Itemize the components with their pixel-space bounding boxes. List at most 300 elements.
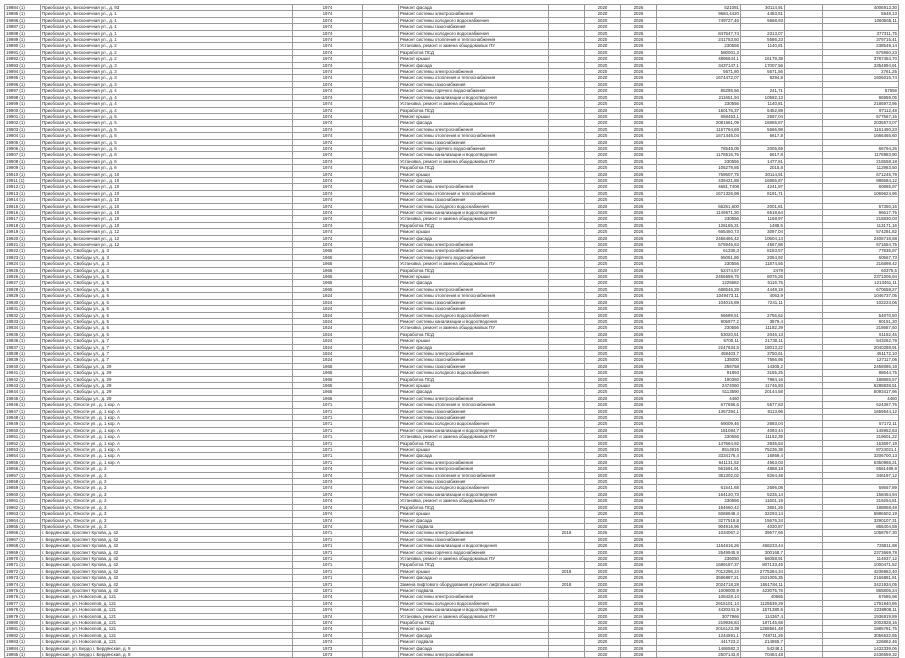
year-from-cell: 2020 xyxy=(585,49,621,55)
year-from-cell: 2020 xyxy=(585,581,621,587)
year-to-cell: 2026 xyxy=(621,11,657,17)
total-cell: 3421934,05 xyxy=(823,581,899,587)
total-cell: 1606015,74 xyxy=(823,75,899,81)
year-from-cell: 2020 xyxy=(585,511,621,517)
build-year-cell: 1971 xyxy=(293,453,363,459)
build-year-cell: 1974 xyxy=(293,81,363,87)
row-id-cell: 19948 (1) xyxy=(5,415,41,421)
amount-cell: 6617,8 xyxy=(741,133,785,139)
row-id-cell: 19914 (1) xyxy=(5,197,41,203)
year-from-cell: 2020 xyxy=(585,222,621,228)
cost-cell: 6069948,4 xyxy=(657,511,741,517)
work-type-cell: Разработка ПСД xyxy=(399,107,549,113)
amount-cell: 2775284,34 xyxy=(741,568,785,574)
amount-cell: 10604,14 xyxy=(741,235,785,241)
year-to-cell: 2026 xyxy=(621,440,657,446)
total-cell: 671245,79 xyxy=(823,171,899,177)
build-year-cell: 1974 xyxy=(293,216,363,222)
cost-cell: 62474,57 xyxy=(657,267,741,273)
total-cell: 2373669,78 xyxy=(823,549,899,555)
cost-cell: 126185,31 xyxy=(657,222,741,228)
amount-cell: 4030,87 xyxy=(741,523,785,529)
year-to-cell: 2026 xyxy=(621,338,657,344)
address-cell: Приобская ул., Бесконечная ул., д. 12 xyxy=(41,242,293,248)
cost-cell: 521081 xyxy=(657,5,741,11)
year-from-cell: 2020 xyxy=(585,504,621,510)
row-id-cell: 19955 (1) xyxy=(5,459,41,465)
total-cell: 57559 xyxy=(823,88,899,94)
year-from-cell: 2020 xyxy=(585,440,621,446)
year-from-cell: 2020 xyxy=(585,274,621,280)
year-from-cell: 2020 xyxy=(585,338,621,344)
row-id-cell: 19960 (1) xyxy=(5,491,41,497)
year-to-cell: 2026 xyxy=(621,261,657,267)
cost-cell: 4896644,1 xyxy=(657,56,741,62)
row-id-cell: 19993 (1) xyxy=(5,62,41,68)
amount-cell: 300168,7 xyxy=(741,549,785,555)
amount-cell: 70484,48 xyxy=(741,652,785,658)
data-table xyxy=(4,4,899,658)
build-year-cell: 1924 xyxy=(293,325,363,331)
total-cell: 2035573,07 xyxy=(823,120,899,126)
cost-cell: 658453,1 xyxy=(657,113,741,119)
build-year-cell: 1924 xyxy=(293,338,363,344)
address-cell: г. Бердянская, проспект Кулова, д. 42 xyxy=(41,581,293,587)
amount-cell: 8163,57 xyxy=(741,248,785,254)
total-cell: 188858,49 xyxy=(823,504,899,510)
year-to-cell: 2026 xyxy=(621,293,657,299)
year-to-cell: 2026 xyxy=(621,5,657,11)
address-cell: Приобская ул., Бесконечная ул., д. 2 xyxy=(41,43,293,49)
work-type-cell: Ремонт фасада xyxy=(399,235,549,241)
amount-cell: 5668,93 xyxy=(741,17,785,23)
work-type-cell: Ремонт фасада xyxy=(399,632,549,638)
total-cell: 1069624,96 xyxy=(823,190,899,196)
work-type-cell: Ремонт системы электроснабжения xyxy=(399,248,549,254)
total-cell: 5886502,19 xyxy=(823,511,899,517)
total-cell: 4460 xyxy=(823,395,899,401)
cost-cell: 108428,14 xyxy=(657,594,741,600)
total-cell: 1060565,11 xyxy=(823,17,899,23)
cost-cell: 2247634,5 xyxy=(657,344,741,350)
work-type-cell: Установка, ремонт и замена общедомовых ПУ xyxy=(399,158,549,164)
year-from-cell: 2020 xyxy=(585,11,621,17)
build-year-cell: 1974 xyxy=(293,101,363,107)
year-to-cell: 2026 xyxy=(621,81,657,87)
year-from-cell: 2020 xyxy=(585,447,621,453)
year-from-cell: 2020 xyxy=(585,145,621,151)
year-from-cell: 2020 xyxy=(585,555,621,561)
work-type-cell: Ремонт фасада xyxy=(399,453,549,459)
build-year-cell: 1924 xyxy=(293,306,363,312)
cost-cell: 1049473,11 xyxy=(657,293,741,299)
year-to-cell: 2026 xyxy=(621,139,657,145)
address-cell: Приобская ул., Бесконечная ул., д. 3 xyxy=(41,69,293,75)
year-from-cell: 2020 xyxy=(585,69,621,75)
row-id-cell: 19969 (1) xyxy=(5,549,41,555)
total-cell: 1659544,12 xyxy=(823,408,899,414)
year-to-cell: 2026 xyxy=(621,389,657,395)
amount-cell: 11601,19 xyxy=(741,498,785,504)
build-year-cell: 1974 xyxy=(293,152,363,158)
amount-cell: 2046,13 xyxy=(741,331,785,337)
amount-cell: 3155,25 xyxy=(741,370,785,376)
total-cell: 1432339,06 xyxy=(823,645,899,651)
amount-cell: 4093,44 xyxy=(741,427,785,433)
year-from-cell: 2020 xyxy=(585,632,621,638)
address-cell: Приобская ул., Юности ул., д. 1 кор. А xyxy=(41,447,293,453)
year-to-cell: 2026 xyxy=(621,222,657,228)
address-cell: г. Бердянская, проспект Кулова, д. 42 xyxy=(41,562,293,568)
total-cell: 1213461,11 xyxy=(823,280,899,286)
row-id-cell: 19980 (1) xyxy=(5,620,41,626)
address-cell: Приобская ул., Бесконечная ул., д. 1 xyxy=(41,37,293,43)
year-to-cell: 2026 xyxy=(621,254,657,260)
work-type-cell: Ремонт системы холодного водоснабжения xyxy=(399,30,549,36)
year-to-cell: 2026 xyxy=(621,421,657,427)
work-type-cell: Ремонт системы горячего водоснабжения xyxy=(399,88,549,94)
work-type-cell: Ремонт системы газоснабжения xyxy=(399,197,549,203)
cost-cell: 9684,4420 xyxy=(657,11,741,17)
total-cell: 379715,41 xyxy=(823,37,899,43)
year-from-cell: 2020 xyxy=(585,453,621,459)
amount-cell: 8264,48 xyxy=(741,472,785,478)
build-year-cell: 1974 xyxy=(293,5,363,11)
work-type-cell: Ремонт системы газоснабжения xyxy=(399,363,549,369)
amount-cell: 2479 xyxy=(741,267,785,273)
row-id-cell: 19979 (1) xyxy=(5,613,41,619)
work-type-cell: Ремонт системы электроснабжения xyxy=(399,242,549,248)
total-cell: 3056532,65 xyxy=(823,632,899,638)
year-from-cell: 2020 xyxy=(585,415,621,421)
work-type-cell: Ремонт системы отопления и теплоснабжения xyxy=(399,293,549,299)
build-year-cell: 1974 xyxy=(293,69,363,75)
year-from-cell: 2020 xyxy=(585,357,621,363)
year-to-cell: 2026 xyxy=(621,203,657,209)
work-type-cell: Ремонт системы электроснабжения xyxy=(399,466,549,472)
cost-cell: 230556 xyxy=(657,43,741,49)
cost-cell: 69009,46 xyxy=(657,421,741,427)
row-id-cell: 19927 (1) xyxy=(5,280,41,286)
year-from-cell: 2020 xyxy=(585,485,621,491)
amount-cell: 11182,39 xyxy=(741,325,785,331)
year-from-cell: 2020 xyxy=(585,382,621,388)
cost-cell: 3334176,4 xyxy=(657,453,741,459)
build-year-cell: 1971 xyxy=(293,549,363,555)
amount-cell: 1488,5 xyxy=(741,222,785,228)
amount-cell: 11182,39 xyxy=(741,434,785,440)
year-to-cell: 2026 xyxy=(621,575,657,581)
cost-cell: 4681,7408 xyxy=(657,184,741,190)
cost-cell: 190360 xyxy=(657,376,741,382)
year-to-cell: 2026 xyxy=(621,402,657,408)
row-id-cell: 19957 (1) xyxy=(5,472,41,478)
amount-cell: 39677,66 xyxy=(741,530,785,536)
total-cell: 67685,98 xyxy=(823,594,899,600)
build-year-cell: 1924 xyxy=(293,350,363,356)
address-cell: Приобская ул., Свободы ул., д. 29 xyxy=(41,376,293,382)
year-from-cell: 2020 xyxy=(585,408,621,414)
address-cell: Приобская ул., Юности ул., д. 1 кор. А xyxy=(41,459,293,465)
work-type-cell: Ремонт системы канализации и водоотведения xyxy=(399,152,549,158)
address-cell: Приобская ул., Юности ул., д. 1 кор. А xyxy=(41,427,293,433)
year-from-cell: 2020 xyxy=(585,620,621,626)
total-cell: 1936919,89 xyxy=(823,613,899,619)
total-cell: 54870,50 xyxy=(823,312,899,318)
work-type-cell: Разработка ПСД xyxy=(399,222,549,228)
amount-cell: 8113,96 xyxy=(741,408,785,414)
address-cell: Приобская ул., Юности ул., д. 3 xyxy=(41,504,293,510)
build-year-cell: 1974 xyxy=(293,177,363,183)
year-from-cell: 2020 xyxy=(585,5,621,11)
total-cell: 216898,42 xyxy=(823,261,899,267)
year-to-cell: 2026 xyxy=(621,632,657,638)
amount-cell: 16865,87 xyxy=(741,177,785,183)
cost-cell: 1244591,1 xyxy=(657,632,741,638)
row-id-cell: 19984 (1) xyxy=(5,645,41,651)
work-type-cell: Ремонт системы канализации и водоотведения xyxy=(399,318,549,324)
cost-cell: 1367394,1 xyxy=(657,408,741,414)
row-id-cell: 19956 (1) xyxy=(5,466,41,472)
year-from-cell: 2020 xyxy=(585,242,621,248)
year-to-cell: 2026 xyxy=(621,536,657,542)
total-cell: 377311,75 xyxy=(823,30,899,36)
total-cell: 77835,97 xyxy=(823,248,899,254)
row-id-cell: 19906 (1) xyxy=(5,145,41,151)
address-cell: Приобская ул., Бесконечная ул., д. 10 xyxy=(41,210,293,216)
row-id-cell: 19910 (1) xyxy=(5,171,41,177)
work-type-cell: Установка, ремонт и замена общедомовых ПУ xyxy=(399,555,549,561)
total-cell: 1791940,86 xyxy=(823,600,899,606)
total-cell: 57172,11 xyxy=(823,421,899,427)
amount-cell: 16865,87 xyxy=(741,120,785,126)
total-cell: 451172,10 xyxy=(823,350,899,356)
year-from-cell: 2020 xyxy=(585,376,621,382)
total-cell: 60885,97 xyxy=(823,184,899,190)
year-to-cell: 2026 xyxy=(621,69,657,75)
work-type-cell: Разработка ПСД xyxy=(399,165,549,171)
year-from-cell: 2020 xyxy=(585,171,621,177)
year-to-cell: 2026 xyxy=(621,408,657,414)
cost-cell: 1486582,3 xyxy=(657,645,741,651)
row-id-cell: 19902 (1) xyxy=(5,120,41,126)
build-year-cell: 1971 xyxy=(293,581,363,587)
work-type-cell: Ремонт фасада xyxy=(399,62,549,68)
year-to-cell: 2026 xyxy=(621,427,657,433)
total-cell: 1058767,30 xyxy=(823,530,899,536)
row-id-cell: 19999 (1) xyxy=(5,101,41,107)
build-year-cell: 1974 xyxy=(293,600,363,606)
build-year-cell: 1971 xyxy=(293,440,363,446)
year-to-cell: 2026 xyxy=(621,312,657,318)
spreadsheet xyxy=(4,4,898,658)
year-from-cell: 2020 xyxy=(585,350,621,356)
year-to-cell: 2026 xyxy=(621,171,657,177)
build-year-cell: 1971 xyxy=(293,421,363,427)
amount-cell: 241,71 xyxy=(741,88,785,94)
address-cell: Приобская ул., Свободы ул., д. 29 xyxy=(41,389,293,395)
total-cell: 1000471,52 xyxy=(823,562,899,568)
build-year-cell: 1974 xyxy=(293,88,363,94)
cost-cell: 905977,2 xyxy=(657,318,741,324)
cost-cell: 230556 xyxy=(657,158,741,164)
total-cell: 188865,57 xyxy=(823,376,899,382)
amount-cell: 2756,62 xyxy=(741,312,785,318)
row-id-cell: 19951 (1) xyxy=(5,434,41,440)
row-id-cell: 19953 (1) xyxy=(5,447,41,453)
cost-cell: 219936,84 xyxy=(657,620,741,626)
address-cell: Приобская ул., Бесконечная ул., д. 5 xyxy=(41,113,293,119)
work-type-cell: Ремонт системы газоснабжения xyxy=(399,81,549,87)
row-id-cell: 19966 (1) xyxy=(5,530,41,536)
build-year-cell: 1974 xyxy=(293,229,363,235)
cost-cell: 2507143,8 xyxy=(657,652,741,658)
total-cell: 145952,63 xyxy=(823,427,899,433)
cost-cell: 66251,600 xyxy=(657,203,741,209)
address-cell: Приобская ул., Бесконечная ул., д. 2 xyxy=(41,49,293,55)
row-id-cell: 19925 (1) xyxy=(5,267,41,273)
year-to-cell: 2026 xyxy=(621,152,657,158)
year-to-cell: 2026 xyxy=(621,587,657,593)
address-cell: Приобская ул., Бесконечная ул., д. 3 xyxy=(41,75,293,81)
address-cell: г. Бердянская, ул. Бердо г. Бердянская, д. 9 xyxy=(41,652,293,658)
year-to-cell: 2026 xyxy=(621,56,657,62)
year-from-cell: 2020 xyxy=(585,126,621,132)
row-id-cell: 19981 (1) xyxy=(5,626,41,632)
year-from-cell: 2020 xyxy=(585,491,621,497)
year-to-cell: 2026 xyxy=(621,530,657,536)
plan-start-cell: 2019 xyxy=(549,530,585,536)
cost-cell: 211651,94 xyxy=(657,94,741,100)
address-cell: г. Бердянская, проспект Кулова, д. 42 xyxy=(41,575,293,581)
year-to-cell: 2026 xyxy=(621,491,657,497)
total-cell: 60567,73 xyxy=(823,254,899,260)
address-cell: Приобская ул., Бесконечная ул., д. 6 xyxy=(41,152,293,158)
year-to-cell: 2026 xyxy=(621,242,657,248)
build-year-cell: 1974 xyxy=(293,17,363,23)
year-to-cell: 2026 xyxy=(621,357,657,363)
year-to-cell: 2026 xyxy=(621,24,657,30)
row-id-cell: 19917 (1) xyxy=(5,216,41,222)
work-type-cell: Ремонт системы электроснабжения xyxy=(399,184,549,190)
row-id-cell: 19947 (1) xyxy=(5,408,41,414)
year-from-cell: 2020 xyxy=(585,536,621,542)
total-cell: 3787454,70 xyxy=(823,56,899,62)
build-year-cell: 1971 xyxy=(293,447,363,453)
address-cell: г. Бердянская, ул. Новоселов, д. 121 xyxy=(41,639,293,645)
build-year-cell: 1971 xyxy=(293,562,363,568)
work-type-cell: Замена лифтового оборудования и ремонт лифтовых шахт xyxy=(399,581,549,587)
cost-cell: 230556 xyxy=(657,101,741,107)
work-type-cell: Ремонт фасада xyxy=(399,177,549,183)
row-id-cell: 19912 (1) xyxy=(5,184,41,190)
year-to-cell: 2026 xyxy=(621,184,657,190)
total-cell: 2166881,81 xyxy=(823,575,899,581)
build-year-cell: 1974 xyxy=(293,639,363,645)
total-cell: 670658,27 xyxy=(823,286,899,292)
plan-start-cell: 2018 xyxy=(549,581,585,587)
year-from-cell: 2020 xyxy=(585,17,621,23)
row-id-cell: 19943 (1) xyxy=(5,382,41,388)
cost-cell: 241753,50 xyxy=(657,37,741,43)
row-id-cell: 19915 (1) xyxy=(5,203,41,209)
address-cell: г. Бердянская, проспект Кулова, д. 42 xyxy=(41,536,293,542)
table-body xyxy=(5,5,899,658)
build-year-cell: 1965 xyxy=(293,267,363,273)
cost-cell: 1225682 xyxy=(657,280,741,286)
work-type-cell: Ремонт системы холодного водоснабжения xyxy=(399,370,549,376)
cost-cell: 230556 xyxy=(657,498,741,504)
year-to-cell: 2026 xyxy=(621,17,657,23)
cost-cell: 230556 xyxy=(657,216,741,222)
work-type-cell: Разработка ПСД xyxy=(399,562,549,568)
address-cell: Приобская ул., Свободы ул., д. 29 xyxy=(41,395,293,401)
row-id-cell: 19932 (1) xyxy=(5,312,41,318)
total-cell: 158454,94 xyxy=(823,491,899,497)
year-from-cell: 2020 xyxy=(585,165,621,171)
amount-cell: 21730,11 xyxy=(741,338,785,344)
year-from-cell: 2020 xyxy=(585,62,621,68)
cost-cell: 1178516,76 xyxy=(657,152,741,158)
work-type-cell: Ремонт крыши xyxy=(399,382,549,388)
address-cell: г. Бердянская, проспект Кулова, д. 42 xyxy=(41,549,293,555)
year-from-cell: 2020 xyxy=(585,639,621,645)
cost-cell: 675945,63 xyxy=(657,242,741,248)
build-year-cell: 1974 xyxy=(293,607,363,613)
build-year-cell: 1973 xyxy=(293,652,363,658)
work-type-cell: Ремонт системы электроснабжения xyxy=(399,459,549,465)
cost-cell: 8514915 xyxy=(657,447,741,453)
year-from-cell: 2020 xyxy=(585,81,621,87)
amount-cell: 15676,34 xyxy=(741,517,785,523)
row-id-cell: 19928 (1) xyxy=(5,286,41,292)
row-id-cell: 19936 (1) xyxy=(5,338,41,344)
year-to-cell: 2026 xyxy=(621,306,657,312)
work-type-cell: Ремонт системы электроснабжения xyxy=(399,594,549,600)
total-cell: 8724021,1 xyxy=(823,447,899,453)
year-to-cell: 2026 xyxy=(621,210,657,216)
build-year-cell: 1974 xyxy=(293,613,363,619)
cost-cell: 441723,2 xyxy=(657,639,741,645)
total-cell: 2040268,91 xyxy=(823,344,899,350)
address-cell: Приобская ул., Бесконечная ул., д. 10 xyxy=(41,184,293,190)
cost-cell: 677656,6 xyxy=(657,402,741,408)
build-year-cell: 1965 xyxy=(293,370,363,376)
amount-cell: 4567,86 xyxy=(741,242,785,248)
build-year-cell: 1924 xyxy=(293,318,363,324)
cost-cell: 665460,73 xyxy=(657,229,741,235)
work-type-cell: Ремонт системы холодного водоснабжения xyxy=(399,485,549,491)
work-type-cell: Ремонт системы канализации и водоотведения xyxy=(399,94,549,100)
amount-cell: 1551784,11 xyxy=(741,581,785,587)
work-type-cell: Ремонт фасада xyxy=(399,645,549,651)
address-cell: Приобская ул., Юности ул., д. 1 кор. А xyxy=(41,440,293,446)
amount-cell: 54248,1 xyxy=(741,645,785,651)
build-year-cell: 1971 xyxy=(293,402,363,408)
work-type-cell: Установка, ремонт и замена общедомовых ПУ xyxy=(399,43,549,49)
cost-cell: 3596887,21 xyxy=(657,575,741,581)
build-year-cell: 1974 xyxy=(293,523,363,529)
year-to-cell: 2026 xyxy=(621,235,657,241)
row-id-cell: 19937 (1) xyxy=(5,344,41,350)
build-year-cell: 1965 xyxy=(293,376,363,382)
year-to-cell: 2026 xyxy=(621,652,657,658)
address-cell: Приобская ул., Юности ул., д. 3 xyxy=(41,491,293,497)
address-cell: г. Бердянская, ул. Бердо г. Бердянская, д. 9 xyxy=(41,645,293,651)
work-type-cell: Установка, ремонт и замена общедомовых ПУ xyxy=(399,261,549,267)
cost-cell: 135000 xyxy=(657,357,741,363)
amount-cell: 2064,92 xyxy=(741,254,785,260)
